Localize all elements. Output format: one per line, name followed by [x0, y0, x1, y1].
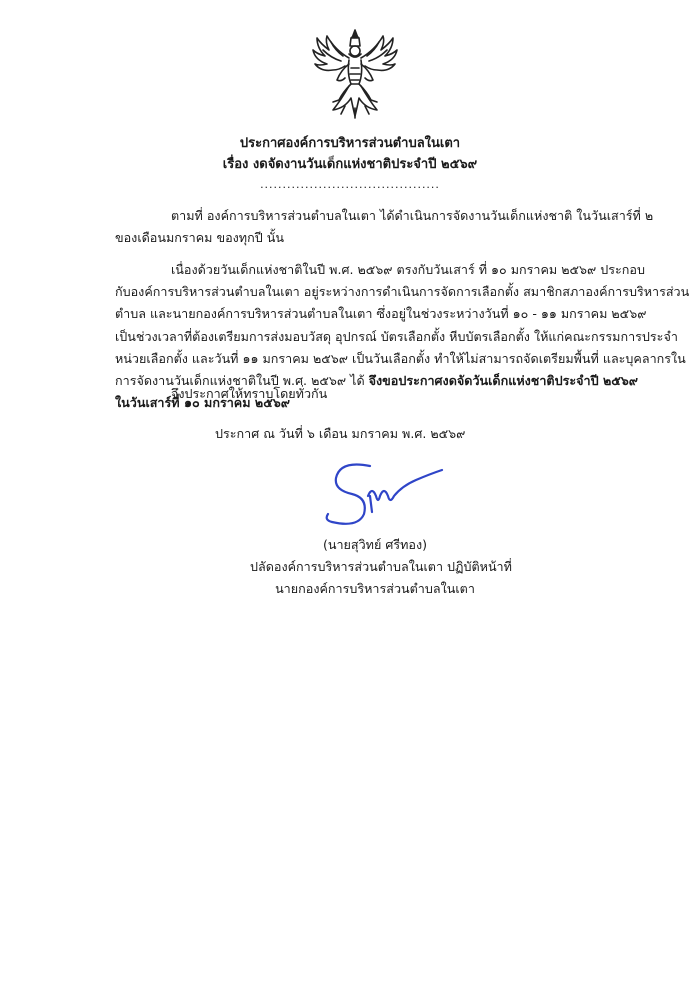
- paragraph-line: เนื่องด้วยวันเด็กแห่งชาติในปี พ.ศ. ๒๕๖๙ ตรงกับวันเสาร์ ที่ ๑๐ มกราคม ๒๕๖๙ ประกอบ: [171, 262, 645, 277]
- paragraph-line: หน่วยเลือกตั้ง และวันที่ ๑๑ มกราคม ๒๕๖๙ เป็นวันเลือกตั้ง ทำให้ไม่สามารถจัดเตรียมพื้นที่ และบุคลากรใน: [115, 350, 686, 366]
- paragraph-line: จึงประกาศให้ทราบโดยทั่วกัน: [171, 386, 328, 401]
- paragraph-line: กับองค์การบริหารส่วนตำบลในเตา อยู่ระหว่างการดำเนินการจัดการเลือกตั้ง สมาชิกสภาองค์การบริหารส่วน: [115, 284, 690, 300]
- announcement-date: ประกาศ ณ วันที่ ๖ เดือน มกราคม พ.ศ. ๒๕๖๙: [215, 426, 466, 441]
- paragraph-closing: [115, 383, 585, 405]
- cancellation-notice: จึงขอประกาศงดจัดวันเด็กแห่งชาติประจำปี ๒๕๖๙: [368, 373, 638, 389]
- signatory-name: (นายสุวิทย์ ศรีทอง): [322, 537, 428, 552]
- paragraph-line: ตามที่ องค์การบริหารส่วนตำบลในเตา ได้ดำเนินการจัดงานวันเด็กแห่งชาติ ในวันเสาร์ที่ ๒: [171, 208, 654, 223]
- announcement-subject: เรื่อง งดจัดงานวันเด็กแห่งชาติประจำปี ๒๕๖๙: [222, 157, 478, 172]
- announcement-title: ประกาศองค์การบริหารส่วนตำบลในเตา: [239, 136, 461, 151]
- paragraph-line: ตำบล และนายกองค์การบริหารส่วนตำบลในเตา ซึ่งอยู่ในช่วงระหว่างวันที่ ๑๐ - ๑๑ มกราคม ๒๕๖๙: [115, 306, 647, 322]
- signatory-position-acting: นายกองค์การบริหารส่วนตำบลในเตา: [275, 581, 475, 596]
- paragraph-line: ของเดือนมกราคม ของทุกปี นั้น: [115, 230, 284, 246]
- paragraph-line-text: การจัดงานวันเด็กแห่งชาติในปี พ.ศ. ๒๕๖๙ ได้: [115, 373, 369, 389]
- signatory-position: ปลัดองค์การบริหารส่วนตำบลในเตา ปฏิบัติหน้าที่: [250, 559, 512, 574]
- signature-icon: [318, 456, 448, 534]
- cancellation-date: ในวันเสาร์ที่ ๑๐ มกราคม ๒๕๖๙: [115, 395, 290, 411]
- paragraph-line: เป็นช่วงเวลาที่ต้องเตรียมการส่งมอบวัสดุ อุปกรณ์ บัตรเลือกตั้ง หีบบัตรเลือกตั้ง ให้แก่คณะกรรมการประจำ: [115, 328, 678, 344]
- garuda-emblem-icon: [305, 28, 405, 120]
- paragraph-background: [115, 205, 654, 249]
- title-separator: ........................................: [260, 178, 440, 191]
